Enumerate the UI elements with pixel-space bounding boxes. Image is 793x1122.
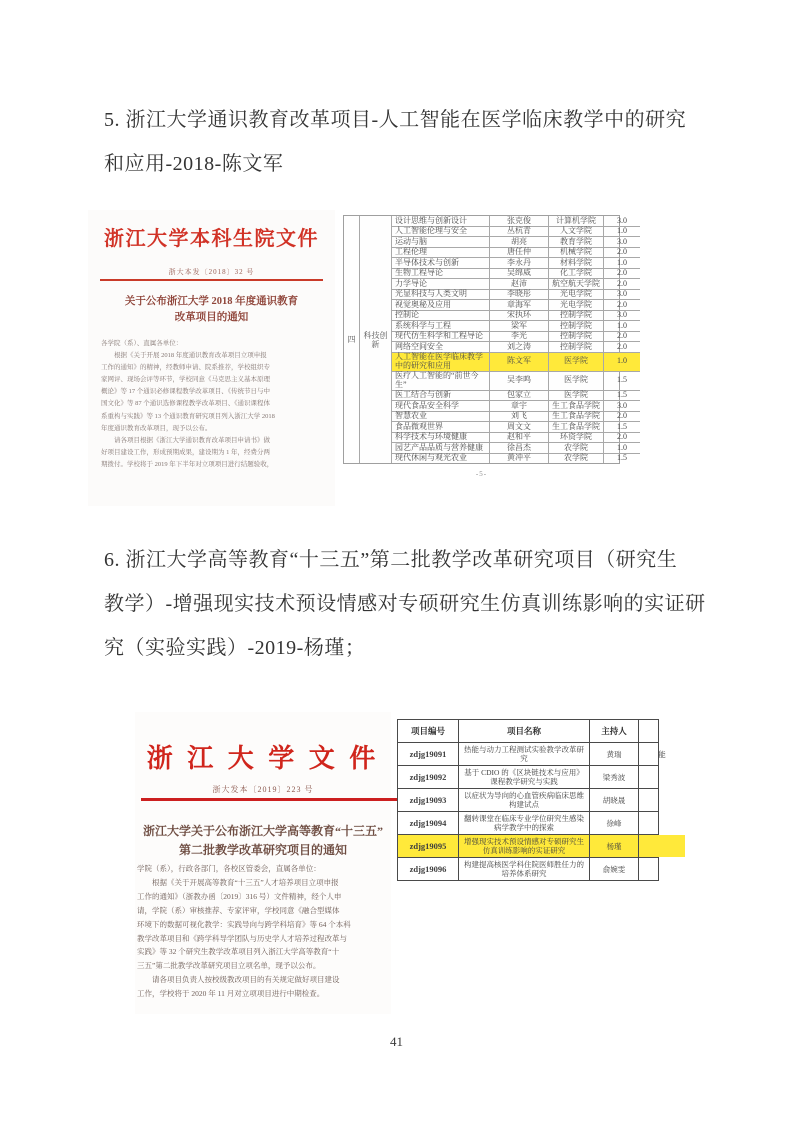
college-cell: 控制学院: [549, 311, 604, 321]
college-cell: 生工食品学院: [549, 422, 604, 432]
project-id-cell: zdjg19095: [398, 835, 459, 857]
doc1-body: [101, 338, 328, 471]
college-cell: 机械学院: [549, 248, 604, 258]
course-name-cell: 食品微观世界: [392, 422, 490, 432]
project-table: [397, 719, 666, 881]
college-cell: 材料学院: [549, 258, 604, 268]
credit-cell: 3.0: [617, 310, 627, 319]
college-cell: 教育学院: [549, 237, 604, 247]
doc2-body-line: 环境下的数据可视化教学：实践导向与跨学科培育》等 64 个本科: [137, 919, 351, 929]
item6-heading-line2: 教学）-增强现实技术预设情感对专硕研究生仿真训练影响的实证研: [104, 593, 706, 615]
credit-cell: 3.0: [617, 289, 627, 298]
doc1-body-line: 根据《关于开展 2018 年度通识教育改革项目立项申报: [101, 352, 267, 360]
course-table-row: [392, 454, 640, 464]
course-table-row: [392, 290, 640, 301]
course-name-cell: 运动与脑: [392, 237, 490, 247]
doc2-red-rule: [141, 798, 397, 801]
project-table-row: [398, 766, 658, 789]
teacher-cell: 胡亮: [490, 237, 549, 247]
teacher-cell: 赵沛: [490, 279, 549, 289]
teacher-cell: 宋执环: [490, 311, 549, 321]
doc2-red-title: 浙 江 大 学 文 件: [146, 744, 380, 773]
teacher-cell: 黄冲平: [490, 454, 549, 464]
credit-cell: 2.0: [617, 432, 627, 441]
project-pi-cell: 俞婉雯: [590, 858, 639, 880]
item6-heading-line1: 6. 浙江大学高等教育“十三五”第二批教学改革研究项目（研究生: [104, 549, 678, 571]
course-table-row: [392, 391, 640, 402]
project-table-rows: [398, 743, 666, 880]
course-table-row: [392, 227, 640, 238]
header-project-id: 项目编号: [398, 720, 459, 742]
credit-cell: 1.0: [617, 442, 627, 452]
project-extra-cell: [639, 789, 685, 811]
project-table-row: [398, 743, 666, 766]
doc2-subject-line2: 第二批教学改革研究项目的通知: [178, 843, 347, 857]
course-name-cell: 医疗人工智能的“前世今生”: [392, 372, 490, 390]
course-table-row: [392, 248, 640, 259]
college-cell: 医学院: [549, 391, 604, 401]
course-table-row: [392, 332, 640, 343]
college-cell: 农学院: [549, 443, 604, 453]
doc2-body: [137, 862, 391, 1001]
project-table-header-row: [398, 720, 658, 743]
doc1-body-line: 年度通识教育改革项目，现予以公布。: [101, 424, 212, 432]
course-table-row: [392, 321, 640, 332]
credit-cell: 2.0: [617, 331, 627, 340]
teacher-cell: 周文文: [490, 422, 549, 432]
college-cell: 光电学院: [549, 290, 604, 300]
doc2-body-line: 工作的通知》（浙教办函〔2019〕316 号）文件精神，经个人申: [137, 891, 342, 901]
teacher-cell: 赵和平: [490, 433, 549, 443]
college-cell: 控制学院: [549, 332, 604, 342]
course-table-row: [392, 300, 640, 311]
credit-cell: 1.0: [617, 320, 627, 330]
doc2-body-line: 教学改革项目和《跨学科导学团队与历史学人才培养过程改革与: [137, 933, 347, 943]
project-name-cell: 翻转课堂在临床专业学位研究生感染病学教学中的探索: [459, 812, 590, 834]
project-extra-cell: [639, 858, 685, 880]
teacher-cell: 章宇: [490, 401, 549, 411]
doc2-body-line: 根据《关于开展高等教育“十三五”人才培养项目立项申报: [137, 877, 339, 887]
teacher-cell: 张克俊: [490, 216, 549, 226]
teacher-cell: 章海军: [490, 300, 549, 310]
course-name-cell: 生物工程导论: [392, 269, 490, 279]
course-table-row: [392, 216, 640, 227]
college-cell: 光电学院: [549, 300, 604, 310]
doc2-body-line: 工作，学校将于 2020 年 11 月对立项项目进行中期检查。: [137, 989, 325, 999]
project-table-row: [398, 812, 658, 835]
course-table-row: [392, 237, 640, 248]
teacher-cell: 吴李鸣: [490, 372, 549, 390]
college-cell: 环资学院: [549, 433, 604, 443]
teacher-cell: 吴绵威: [490, 269, 549, 279]
header-project-name: 项目名称: [459, 720, 590, 742]
credit-cell: 3.0: [617, 215, 627, 225]
header-project-extra: [639, 720, 685, 742]
course-table-row: [392, 372, 640, 391]
doc1-body-line: 系重构与实践》等 13 个通识教育研究项目列入浙江大学 2018: [101, 412, 275, 420]
credit-cell: 1.5: [617, 453, 627, 462]
course-name-cell: 系统科学与工程: [392, 321, 490, 331]
doc1-body-line: 概论》等 17 个通识必修课程教学改革项目、《传统节日与中: [101, 388, 270, 396]
course-name-cell: 医工结合与创新: [392, 391, 490, 401]
credit-cell: 3.0: [617, 236, 627, 246]
project-table-row: [398, 858, 658, 880]
course-table: [343, 215, 627, 464]
doc1-body-line: 家网评、现场会评等环节，学校同意《马克思主义基本原理: [101, 376, 270, 384]
course-table-row: [392, 443, 640, 454]
teacher-cell: 李光: [490, 332, 549, 342]
page-number: 41: [390, 1034, 403, 1049]
teacher-cell: 陈文军: [490, 353, 549, 371]
project-name-cell: 基于 CDIO 的《区块链技术与应用》课程教学研究与实践: [459, 766, 590, 788]
scanned-document-2019: [135, 712, 391, 1014]
course-table-row: [392, 342, 640, 353]
course-table-category-number: 四: [344, 216, 360, 463]
project-id-cell: zdjg19092: [398, 766, 459, 788]
credit-cell: 3.0: [617, 400, 627, 410]
teacher-cell: 包家立: [490, 391, 549, 401]
doc2-body-line: 实践》等 32 个研究生教学改革项目列入浙江大学高等教育“十: [137, 947, 340, 957]
teacher-cell: 李晓彤: [490, 290, 549, 300]
course-name-cell: 光显科技与人类文明: [392, 290, 490, 300]
course-name-cell: 工程伦理: [392, 248, 490, 258]
scanned-document-2018: [88, 210, 335, 506]
header-project-pi: 主持人: [590, 720, 639, 742]
course-name-cell: 网络空间安全: [392, 342, 490, 352]
teacher-cell: 刘飞: [490, 412, 549, 422]
project-name-cell: 以症状为导向的心血管疾病临床思维构建试点: [459, 789, 590, 811]
project-pi-cell: 胡晓晟: [590, 789, 639, 811]
project-id-cell: zdjg19096: [398, 858, 459, 880]
project-table-row: [398, 789, 658, 812]
project-table-row: [398, 835, 658, 858]
item6-heading-line3: 究（实验实践）-2019-杨瑾；: [104, 637, 366, 659]
project-id-cell: zdjg19091: [398, 743, 459, 765]
teacher-cell: 刘之涛: [490, 342, 549, 352]
college-cell: 生工食品学院: [549, 412, 604, 422]
project-extra-cell: [639, 835, 685, 857]
college-cell: 控制学院: [549, 321, 604, 331]
course-name-cell: 控制论: [392, 311, 490, 321]
credit-cell: 2.0: [617, 268, 627, 277]
project-extra-cell: 能: [658, 749, 666, 759]
doc2-body-line: 三五”第二批教学改革研究项目立项名单，现予以公布。: [137, 961, 321, 971]
course-name-cell: 视觉奥秘及应用: [392, 300, 490, 310]
project-pi-cell: 徐峰: [590, 812, 639, 834]
teacher-cell: 李永丹: [490, 258, 549, 268]
credit-cell: 2.0: [617, 411, 627, 420]
course-table-row: [392, 258, 640, 269]
course-name-cell: 力学导论: [392, 279, 490, 289]
project-table-figure: [397, 719, 666, 881]
doc2-body-line: 学院（系），行政各部门，各校区管委会，直属各单位：: [137, 864, 321, 873]
doc1-body-line: 各学院（系）、直属各单位：: [101, 340, 183, 347]
course-name-cell: 现代食品安全科学: [392, 401, 490, 411]
college-cell: 医学院: [549, 353, 604, 371]
college-cell: 医学院: [549, 372, 604, 390]
doc1-body-line: 工作的通知》的精神，经教师申请、院系推荐，学校组织专: [101, 364, 270, 372]
credit-cell: 1.0: [617, 257, 627, 267]
doc1-red-rule: [100, 279, 323, 281]
teacher-cell: 丛杭青: [490, 227, 549, 237]
college-cell: 航空航天学院: [549, 279, 604, 289]
course-name-cell: 设计思维与创新设计: [392, 216, 490, 226]
teacher-cell: 唐任仲: [490, 248, 549, 258]
credit-cell: 2.0: [617, 278, 627, 288]
doc2-body-line: 请，学院（系）审核推荐、专家评审，学校同意《融合型媒体: [137, 905, 340, 915]
course-table-row: [392, 412, 640, 423]
project-extra-cell: [639, 766, 685, 788]
course-table-row: [392, 401, 640, 412]
course-table-category-label: 科技创新: [360, 216, 392, 463]
credit-cell: 2.0: [617, 341, 627, 351]
college-cell: 农学院: [549, 454, 604, 464]
course-table-row: [392, 311, 640, 322]
project-pi-cell: 梁秀波: [590, 766, 639, 788]
project-id-cell: zdjg19094: [398, 812, 459, 834]
item5-heading-line1: 5. 浙江大学通识教育改革项目-人工智能在医学临床教学中的研究: [104, 109, 687, 131]
course-table-row: [392, 269, 640, 280]
course-table-rows: [392, 216, 640, 463]
doc1-subject-line1: 关于公布浙江大学 2018 年度通识教育: [124, 296, 299, 307]
course-table-figure: [343, 215, 627, 478]
project-name-cell: 热能与动力工程测试实验教学改革研究: [459, 743, 590, 765]
item5-heading-line2: 和应用-2018-陈文军: [104, 153, 284, 175]
project-name-cell: 构建提高核医学科住院医师胜任力的培养体系研究: [459, 858, 590, 880]
college-cell: 生工食品学院: [549, 401, 604, 411]
college-cell: 控制学院: [549, 342, 604, 352]
credit-cell: 1.0: [604, 353, 640, 371]
doc2-document-number: 浙大发本〔2019〕223 号: [212, 785, 314, 794]
doc1-body-line: 国文化》等 87 个通识选修课程教学改革项目、《通识课程体: [101, 400, 270, 408]
college-cell: 计算机学院: [549, 216, 604, 226]
credit-cell: 1.5: [617, 390, 627, 399]
course-name-cell: 现代休闲与观光农业: [392, 454, 490, 464]
doc1-document-number: 浙大本发〔2018〕32 号: [168, 268, 255, 276]
course-name-cell: 半导体技术与创新: [392, 258, 490, 268]
course-name-cell: 现代仿生科学和工程导论: [392, 332, 490, 342]
teacher-cell: 梁军: [490, 321, 549, 331]
project-pi-cell: 杨瑾: [590, 835, 639, 857]
doc1-body-line: 请各项目根据《浙江大学通识教育改革项目申请书》做: [101, 436, 270, 444]
credit-cell: 1.5: [617, 375, 627, 385]
course-name-cell: 科学技术与环境健康: [392, 433, 490, 443]
doc1-body-line: 好项目建设工作，形成预期成果，建设期为 1 年，经费分两: [101, 448, 270, 456]
course-table-row: [392, 353, 640, 372]
doc1-subject-line2: 改革项目的通知: [174, 312, 249, 323]
course-name-cell: 园艺产品品质与营养健康: [392, 443, 490, 453]
course-name-cell: 人工智能在医学临床教学中的研究和应用: [392, 353, 490, 371]
college-cell: 人文学院: [549, 227, 604, 237]
project-extra-cell: [639, 812, 685, 834]
credit-cell: 2.0: [617, 247, 627, 256]
course-table-row: [392, 422, 640, 433]
credit-cell: 1.5: [617, 421, 627, 431]
course-name-cell: 智慧农业: [392, 412, 490, 422]
teacher-cell: 徐昌杰: [490, 443, 549, 453]
project-id-cell: zdjg19093: [398, 789, 459, 811]
project-name-cell: 增强现实技术预设情感对专硕研究生仿真训练影响的实证研究: [459, 835, 590, 857]
credit-cell: 1.0: [617, 226, 627, 235]
doc2-body-line: 请各项目负责人按校级教改项目的有关规定做好项目建设: [137, 975, 340, 985]
course-table-row: [392, 279, 640, 290]
scanned-page-footer: -5-: [475, 470, 488, 478]
credit-cell: 2.0: [617, 299, 627, 309]
college-cell: 化工学院: [549, 269, 604, 279]
doc1-body-line: 期拨付。学校将于 2019 年下半年对立项项目进行结题验收，: [101, 460, 274, 468]
project-pi-cell: 黄瑞: [590, 743, 639, 765]
doc1-red-title: 浙江大学本科生院文件: [104, 228, 319, 250]
doc2-subject-line1: 浙江大学关于公布浙江大学高等教育“十三五”: [142, 824, 383, 838]
course-name-cell: 人工智能伦理与安全: [392, 227, 490, 237]
course-table-row: [392, 433, 640, 444]
